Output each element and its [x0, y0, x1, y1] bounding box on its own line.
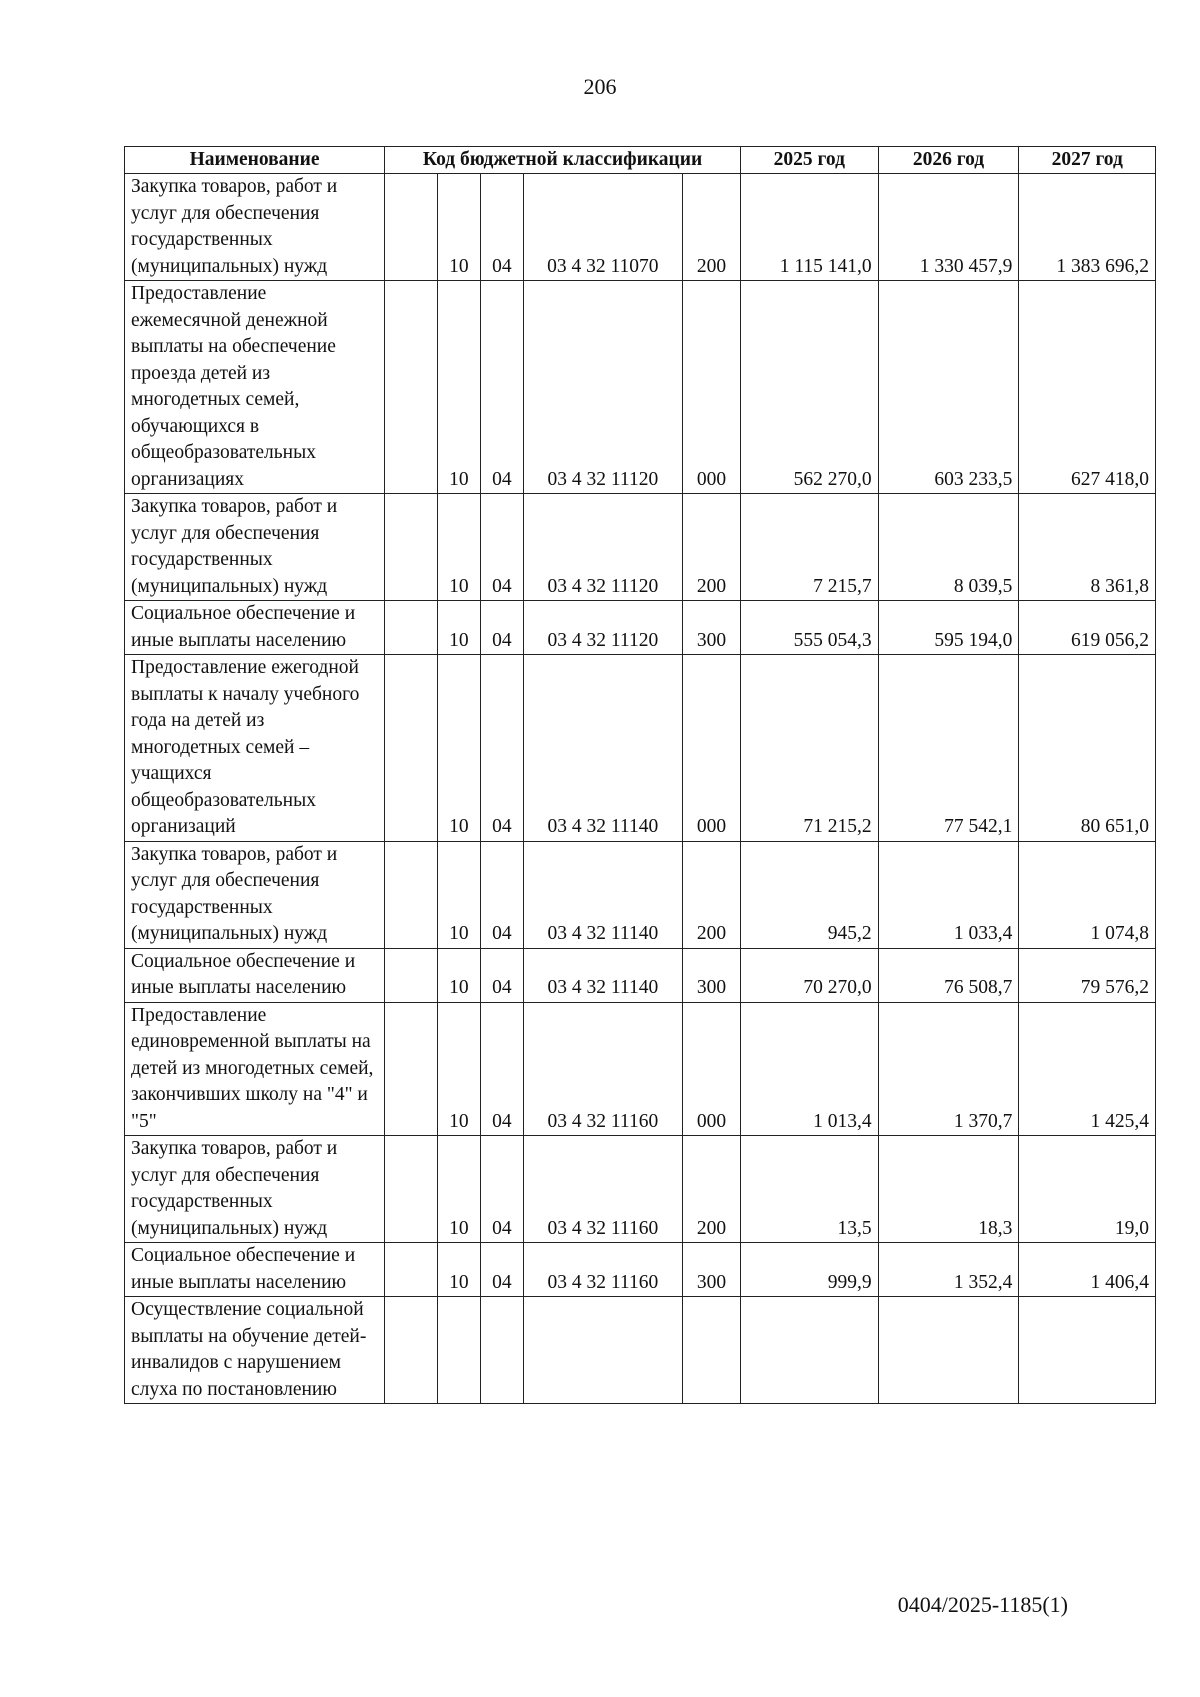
header-2025: 2025 год	[741, 147, 879, 174]
row-name: Закупка товаров, работ и услуг для обеспечения государственных (муниципальных) нужд	[125, 174, 385, 281]
code-target-article: 03 4 32 11120	[523, 601, 682, 655]
table-row	[125, 948, 1156, 1002]
code-subsection: 04	[480, 841, 523, 948]
value-2027: 19,0	[1019, 1136, 1156, 1243]
table-row	[125, 1136, 1156, 1243]
code-expense-type: 000	[682, 655, 740, 842]
table-row	[125, 174, 1156, 281]
table-row	[125, 1243, 1156, 1297]
value-2025: 71 215,2	[741, 655, 879, 842]
code-part-1	[385, 841, 438, 948]
value-2026: 1 370,7	[878, 1002, 1019, 1136]
code-section: 10	[437, 601, 480, 655]
code-expense-type: 300	[682, 601, 740, 655]
code-part-1	[385, 1297, 438, 1404]
code-part-1	[385, 655, 438, 842]
row-name: Закупка товаров, работ и услуг для обеспечения государственных (муниципальных) нужд	[125, 1136, 385, 1243]
table-row	[125, 601, 1156, 655]
code-section: 10	[437, 494, 480, 601]
value-2026: 603 233,5	[878, 281, 1019, 494]
value-2027: 1 406,4	[1019, 1243, 1156, 1297]
page-number: 206	[583, 74, 617, 99]
value-2026	[878, 1297, 1019, 1404]
code-target-article	[523, 1297, 682, 1404]
value-2026: 77 542,1	[878, 655, 1019, 842]
table-row	[125, 1297, 1156, 1404]
row-name: Предоставление единовременной выплаты на детей из многодетных семей, закончивших школу на "4" и "5"	[125, 1002, 385, 1136]
code-part-1	[385, 948, 438, 1002]
row-name: Социальное обеспечение и иные выплаты населению	[125, 948, 385, 1002]
code-section: 10	[437, 1243, 480, 1297]
code-section: 10	[437, 174, 480, 281]
value-2025: 999,9	[741, 1243, 879, 1297]
value-2027: 80 651,0	[1019, 655, 1156, 842]
code-part-1	[385, 1002, 438, 1136]
value-2025: 945,2	[741, 841, 879, 948]
code-subsection: 04	[480, 174, 523, 281]
value-2027: 627 418,0	[1019, 281, 1156, 494]
value-2027	[1019, 1297, 1156, 1404]
header-2026: 2026 год	[878, 147, 1019, 174]
value-2025: 1 013,4	[741, 1002, 879, 1136]
row-name: Предоставление ежемесячной денежной выплаты на обеспечение проезда детей из многодетных семей, обучающихся в общеобразовательных организациях	[125, 281, 385, 494]
value-2027: 79 576,2	[1019, 948, 1156, 1002]
budget-table	[124, 146, 1156, 1404]
code-section: 10	[437, 1136, 480, 1243]
code-target-article: 03 4 32 11120	[523, 281, 682, 494]
code-subsection: 04	[480, 948, 523, 1002]
table-row	[125, 494, 1156, 601]
value-2027: 619 056,2	[1019, 601, 1156, 655]
header-name: Наименование	[125, 147, 385, 174]
code-target-article: 03 4 32 11160	[523, 1243, 682, 1297]
code-target-article: 03 4 32 11140	[523, 841, 682, 948]
code-subsection: 04	[480, 1243, 523, 1297]
code-part-1	[385, 494, 438, 601]
value-2026: 18,3	[878, 1136, 1019, 1243]
row-name: Осуществление социальной выплаты на обучение детей-инвалидов с нарушением слуха по постановлению	[125, 1297, 385, 1404]
code-expense-type: 200	[682, 1136, 740, 1243]
table-row	[125, 655, 1156, 842]
table-row	[125, 1002, 1156, 1136]
code-section: 10	[437, 655, 480, 842]
code-part-1	[385, 281, 438, 494]
value-2027: 1 383 696,2	[1019, 174, 1156, 281]
value-2025: 70 270,0	[741, 948, 879, 1002]
table-row	[125, 841, 1156, 948]
row-name: Социальное обеспечение и иные выплаты населению	[125, 1243, 385, 1297]
code-expense-type: 200	[682, 494, 740, 601]
value-2027: 1 425,4	[1019, 1002, 1156, 1136]
code-target-article: 03 4 32 11140	[523, 948, 682, 1002]
code-subsection: 04	[480, 601, 523, 655]
code-section: 10	[437, 281, 480, 494]
code-section: 10	[437, 1002, 480, 1136]
value-2026: 76 508,7	[878, 948, 1019, 1002]
code-target-article: 03 4 32 11160	[523, 1136, 682, 1243]
value-2026: 1 033,4	[878, 841, 1019, 948]
row-name: Закупка товаров, работ и услуг для обеспечения государственных (муниципальных) нужд	[125, 494, 385, 601]
value-2025	[741, 1297, 879, 1404]
header-code: Код бюджетной классификации	[385, 147, 741, 174]
code-expense-type: 200	[682, 841, 740, 948]
row-name: Закупка товаров, работ и услуг для обеспечения государственных (муниципальных) нужд	[125, 841, 385, 948]
code-subsection: 04	[480, 1136, 523, 1243]
table-header-row	[125, 147, 1156, 174]
code-subsection	[480, 1297, 523, 1404]
table-row	[125, 281, 1156, 494]
value-2026: 1 330 457,9	[878, 174, 1019, 281]
code-expense-type: 000	[682, 1002, 740, 1136]
code-target-article: 03 4 32 11070	[523, 174, 682, 281]
code-section	[437, 1297, 480, 1404]
code-target-article: 03 4 32 11120	[523, 494, 682, 601]
value-2025: 555 054,3	[741, 601, 879, 655]
code-part-1	[385, 601, 438, 655]
header-2027: 2027 год	[1019, 147, 1156, 174]
row-name: Социальное обеспечение и иные выплаты населению	[125, 601, 385, 655]
value-2026: 595 194,0	[878, 601, 1019, 655]
row-name: Предоставление ежегодной выплаты к началу учебного года на детей из многодетных семей – учащихся общеобразовательных организаций	[125, 655, 385, 842]
value-2026: 8 039,5	[878, 494, 1019, 601]
value-2027: 1 074,8	[1019, 841, 1156, 948]
value-2027: 8 361,8	[1019, 494, 1156, 601]
code-expense-type: 000	[682, 281, 740, 494]
code-section: 10	[437, 948, 480, 1002]
code-subsection: 04	[480, 281, 523, 494]
code-expense-type: 300	[682, 948, 740, 1002]
code-part-1	[385, 174, 438, 281]
code-part-1	[385, 1243, 438, 1297]
code-subsection: 04	[480, 494, 523, 601]
document-id: 0404/2025-1185(1)	[897, 1592, 1068, 1617]
value-2025: 13,5	[741, 1136, 879, 1243]
code-subsection: 04	[480, 655, 523, 842]
code-expense-type: 300	[682, 1243, 740, 1297]
code-section: 10	[437, 841, 480, 948]
code-subsection: 04	[480, 1002, 523, 1136]
value-2026: 1 352,4	[878, 1243, 1019, 1297]
code-part-1	[385, 1136, 438, 1243]
code-target-article: 03 4 32 11140	[523, 655, 682, 842]
code-expense-type	[682, 1297, 740, 1404]
value-2025: 562 270,0	[741, 281, 879, 494]
value-2025: 1 115 141,0	[741, 174, 879, 281]
code-expense-type: 200	[682, 174, 740, 281]
code-target-article: 03 4 32 11160	[523, 1002, 682, 1136]
value-2025: 7 215,7	[741, 494, 879, 601]
